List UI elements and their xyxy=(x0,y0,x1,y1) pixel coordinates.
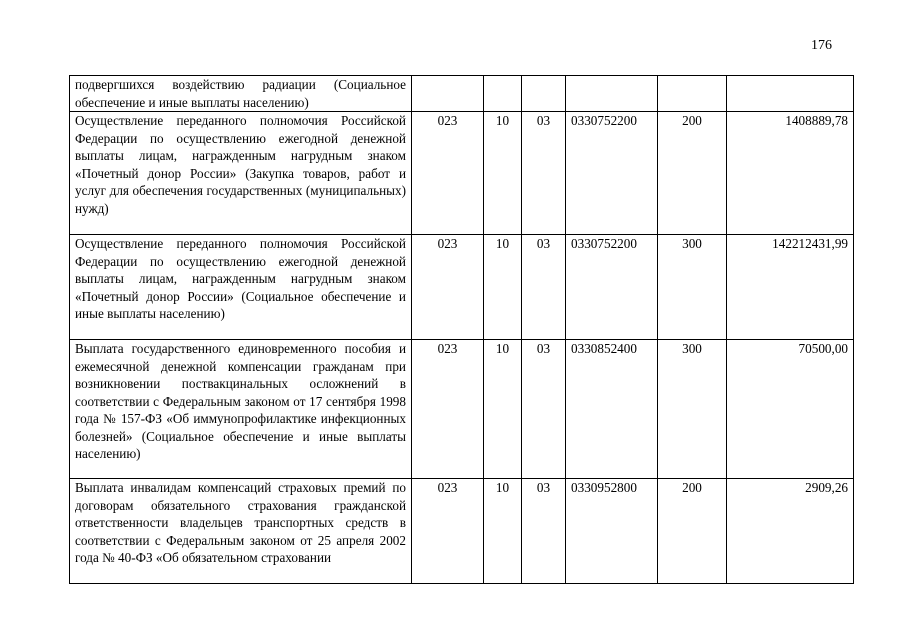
ministry-code: 023 xyxy=(412,112,484,235)
subsection-code: 03 xyxy=(522,479,566,584)
target-article-code: 0330752200 xyxy=(566,235,658,340)
expense-type-code: 300 xyxy=(658,340,727,479)
table-row xyxy=(70,112,854,235)
row-description: Осуществление переданного полномочия Российской Федерации по осуществлению ежегодной денежной выплаты лицам, награжденным нагрудным знаком «Почетный донор России» (Закупка товаров, работ и услуг для обеспечения государственных (муниципальных) нужд) xyxy=(70,112,412,235)
target-article-code xyxy=(566,76,658,112)
target-article-code: 0330852400 xyxy=(566,340,658,479)
ministry-code: 023 xyxy=(412,235,484,340)
amount: 2909,26 xyxy=(727,479,854,584)
amount xyxy=(727,76,854,112)
row-description: Выплата государственного единовременного пособия и ежемесячной денежной компенсации гражданам при возникновении поствакцинальных осложнений в соответствии с Федеральным законом от 17 сентября 1998 года № 157-ФЗ «Об иммунопрофилактике инфекционных болезней» (Социальное обеспечение и иные выплаты населению) xyxy=(70,340,412,479)
ministry-code: 023 xyxy=(412,340,484,479)
expense-type-code xyxy=(658,76,727,112)
target-article-code: 0330952800 xyxy=(566,479,658,584)
section-code xyxy=(484,76,522,112)
section-code: 10 xyxy=(484,235,522,340)
row-description: подвергшихся воздействию радиации (Социальное обеспечение и иные выплаты населению) xyxy=(70,76,412,112)
expense-type-code: 200 xyxy=(658,479,727,584)
amount: 1408889,78 xyxy=(727,112,854,235)
section-code: 10 xyxy=(484,479,522,584)
expense-type-code: 300 xyxy=(658,235,727,340)
table-row xyxy=(70,76,854,112)
expense-type-code: 200 xyxy=(658,112,727,235)
amount: 142212431,99 xyxy=(727,235,854,340)
ministry-code: 023 xyxy=(412,479,484,584)
budget-table xyxy=(69,75,854,584)
table-row xyxy=(70,479,854,584)
subsection-code: 03 xyxy=(522,340,566,479)
amount: 70500,00 xyxy=(727,340,854,479)
row-description: Осуществление переданного полномочия Российской Федерации по осуществлению ежегодной денежной выплаты лицам, награжденным нагрудным знаком «Почетный донор России» (Социальное обеспечение и иные выплаты населению) xyxy=(70,235,412,340)
row-description: Выплата инвалидам компенсаций страховых премий по договорам обязательного страхования гражданской ответственности владельцев транспортных средств в соответствии с Федеральным законом от 25 апреля 2002 года № 40-ФЗ «Об обязательном страховании xyxy=(70,479,412,584)
subsection-code: 03 xyxy=(522,112,566,235)
page-number: 176 xyxy=(811,38,832,53)
subsection-code: 03 xyxy=(522,235,566,340)
table-row xyxy=(70,340,854,479)
target-article-code: 0330752200 xyxy=(566,112,658,235)
section-code: 10 xyxy=(484,112,522,235)
subsection-code xyxy=(522,76,566,112)
ministry-code xyxy=(412,76,484,112)
table-row xyxy=(70,235,854,340)
section-code: 10 xyxy=(484,340,522,479)
